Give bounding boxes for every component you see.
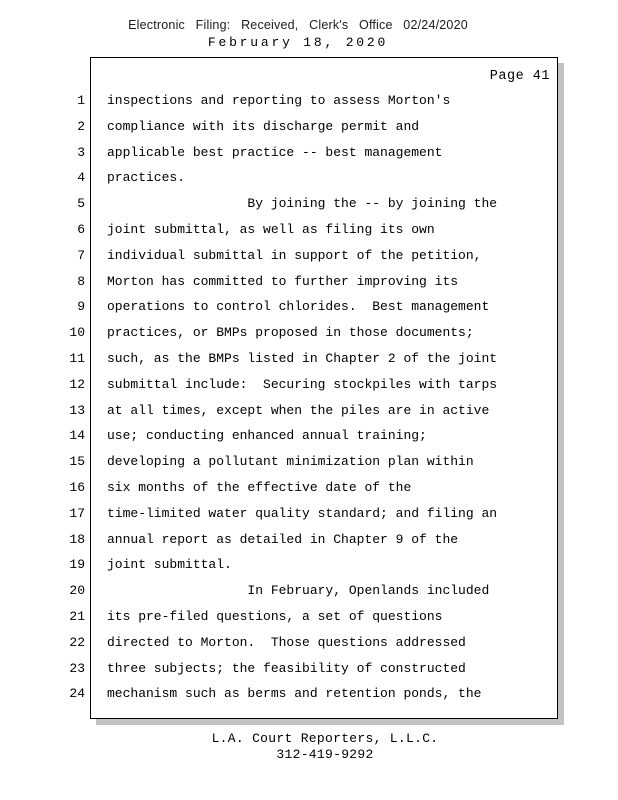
line-number: 17	[69, 505, 85, 521]
transcript-line	[55, 372, 560, 398]
transcript-line	[55, 398, 560, 424]
transcript-line	[55, 501, 560, 527]
line-number: 20	[69, 583, 85, 599]
line-number: 18	[69, 531, 85, 547]
transcript-line	[55, 681, 560, 707]
document-header	[0, 18, 607, 50]
hearing-date: February 18, 2020	[207, 35, 389, 50]
line-number: 16	[69, 479, 85, 495]
line-number: 13	[69, 402, 85, 418]
line-text: joint submittal.	[107, 557, 232, 573]
document-footer	[16, 731, 618, 763]
line-number: 19	[69, 557, 85, 573]
line-number: 7	[77, 247, 85, 263]
line-number: 9	[77, 299, 85, 315]
transcript-line	[55, 578, 560, 604]
line-text: such, as the BMPs listed in Chapter 2 of the joint	[107, 350, 498, 366]
transcript-line	[55, 294, 560, 320]
transcript-line	[55, 630, 560, 656]
transcript-line	[55, 269, 560, 295]
line-text: By joining the -- by joining the	[107, 196, 498, 212]
line-number: 10	[69, 325, 85, 341]
line-text: Morton has committed to further improving its	[107, 273, 459, 289]
line-text: individual submittal in support of the petition,	[107, 247, 482, 263]
line-number: 11	[69, 350, 85, 366]
line-text: submittal include: Securing stockpiles with tarps	[107, 376, 498, 392]
line-number: 23	[69, 660, 85, 676]
efiling-stamp: Electronic Filing: Received, Clerk's Office 02/24/2020	[128, 18, 468, 32]
transcript-line	[55, 320, 560, 346]
transcript-line	[55, 165, 560, 191]
transcript-line	[55, 217, 560, 243]
line-number: 14	[69, 428, 85, 444]
transcript-line	[55, 656, 560, 682]
line-number: 8	[77, 273, 85, 289]
transcript-line	[55, 346, 560, 372]
transcript-line	[55, 140, 560, 166]
line-number: 4	[77, 170, 85, 186]
line-text: annual report as detailed in Chapter 9 of the	[107, 531, 459, 547]
transcript-line	[55, 604, 560, 630]
line-number: 15	[69, 454, 85, 470]
line-text: practices, or BMPs proposed in those documents;	[107, 325, 474, 341]
court-reporter-phone: 312-419-9292	[276, 747, 374, 762]
transcript-line	[55, 552, 560, 578]
transcript-line	[55, 114, 560, 140]
transcript-line	[55, 475, 560, 501]
line-number: 22	[69, 634, 85, 650]
transcript-body	[55, 88, 560, 707]
line-number: 1	[77, 93, 85, 108]
line-text: operations to control chlorides. Best management	[107, 299, 490, 315]
court-reporter-name: L.A. Court Reporters, L.L.C.	[211, 731, 439, 746]
line-number: 3	[77, 144, 85, 160]
line-text: joint submittal, as well as filing its own	[107, 221, 435, 237]
line-text: developing a pollutant minimization plan within	[107, 454, 474, 470]
line-text: at all times, except when the piles are in active	[107, 402, 490, 418]
transcript-line	[55, 423, 560, 449]
line-number: 24	[69, 686, 85, 702]
line-text: inspections and reporting to assess Morton's	[107, 93, 451, 108]
transcript-line	[55, 449, 560, 475]
line-number: 6	[77, 221, 85, 237]
line-text: practices.	[107, 170, 186, 186]
transcript-line	[55, 191, 560, 217]
line-text: six months of the effective date of the	[107, 479, 412, 495]
transcript-line	[55, 88, 560, 114]
line-text: time-limited water quality standard; and filing an	[107, 505, 498, 521]
line-text: compliance with its discharge permit and	[107, 118, 420, 134]
transcript-line	[55, 243, 560, 269]
line-text: applicable best practice -- best management	[107, 144, 443, 160]
line-number: 12	[69, 376, 85, 392]
line-text: In February, Openlands included	[107, 583, 490, 599]
page-number-label: Page 41	[489, 69, 550, 84]
transcript-line	[55, 527, 560, 553]
line-number: 5	[77, 196, 85, 212]
line-number: 21	[69, 608, 85, 624]
line-number: 2	[77, 118, 85, 134]
line-text: use; conducting enhanced annual training;	[107, 428, 427, 444]
line-text: directed to Morton. Those questions addressed	[107, 634, 466, 650]
line-text: its pre-filed questions, a set of questions	[107, 608, 443, 624]
line-text: mechanism such as berms and retention ponds, the	[107, 686, 482, 702]
line-text: three subjects; the feasibility of constructed	[107, 660, 466, 676]
